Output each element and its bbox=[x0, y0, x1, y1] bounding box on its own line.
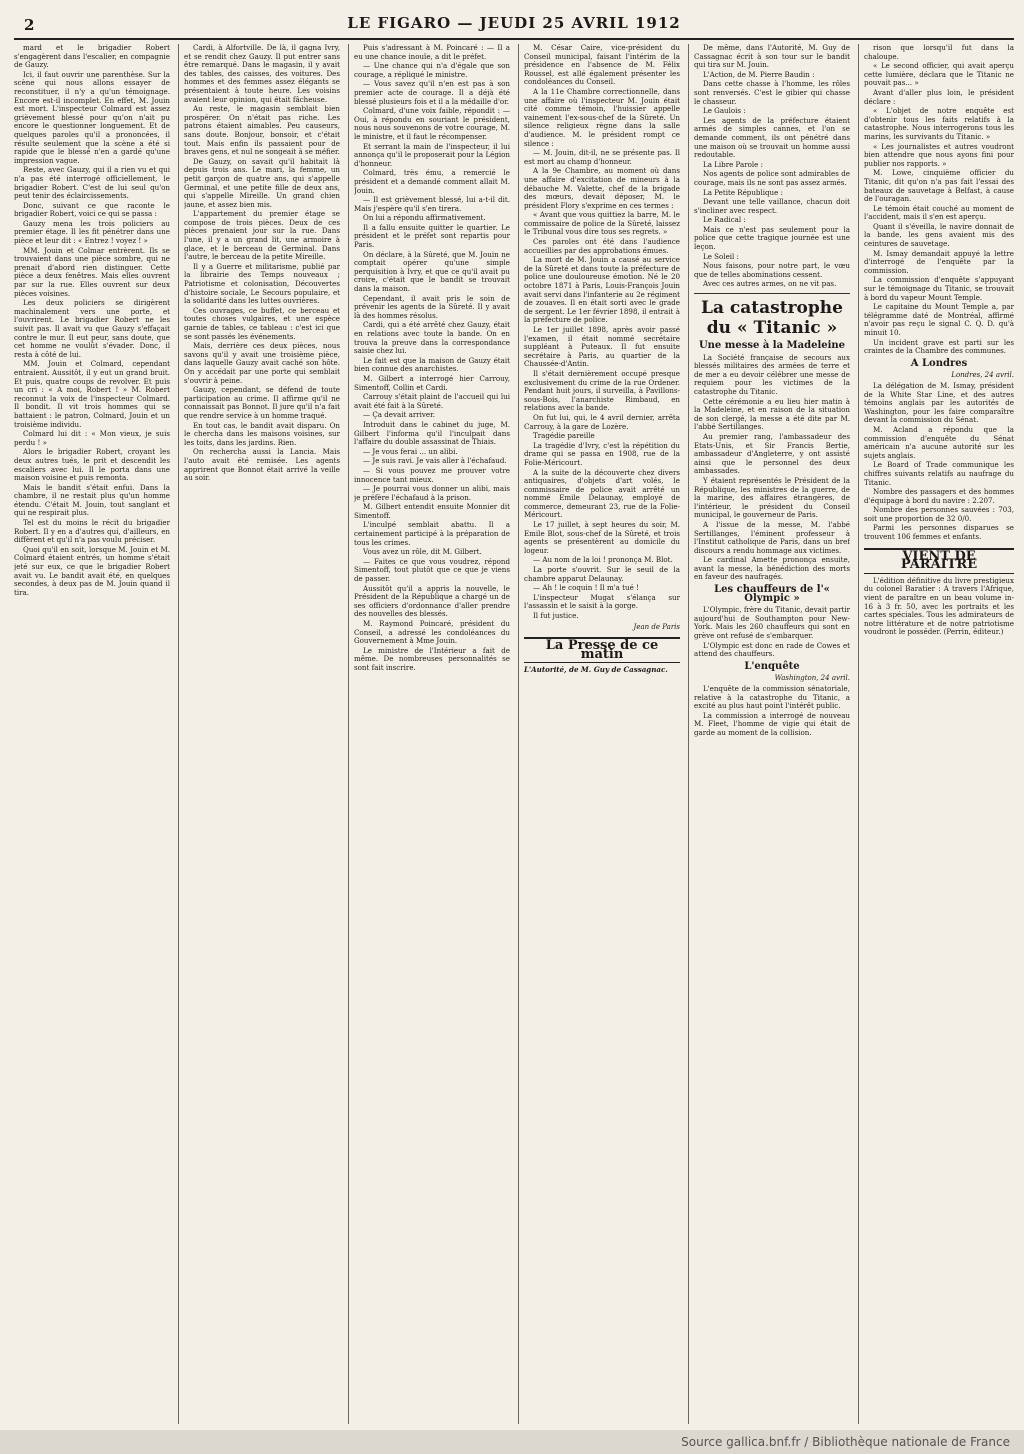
subhead-londres: A Londres bbox=[910, 357, 968, 369]
article-paragraph: « Le second officier, qui avait aperçu cette lumière, déclara que le Titanic ne pouvait pas... » bbox=[864, 61, 1014, 88]
article-paragraph: La Petite République : bbox=[703, 187, 783, 197]
article-paragraph: Le Board of Trade communique les chiffres suivants relatifs au naufrage du Titanic. bbox=[864, 460, 1014, 487]
column-2 bbox=[184, 44, 340, 1424]
article-paragraph: Nombre des passagers et des hommes d'équipage à bord du navire : 2.207. bbox=[864, 487, 1014, 505]
article-paragraph: Dans cette chasse à l'homme, les rôles sont renversés. C'est le gibier qui chasse le chasseur. bbox=[694, 79, 850, 106]
article-paragraph: Colmard, d'une voix faible, répondit : — Oui, à répondu en souriant le président, nous nous souvenons de votre courage, M. le ministre, et il faut le récompenser. bbox=[354, 106, 510, 141]
article-paragraph: Y étaient représentés le Président de la République, les ministres de la guerre, de la marine, des affaires étrangères, de l'intérieur, le président du Conseil municipal, le gouverneur de Paris. bbox=[694, 475, 850, 520]
subhead-enquete: L'enquête bbox=[744, 660, 800, 672]
article-paragraph: — M. Jouin, dit-il, ne se présente pas. Il est mort au champ d'honneur. bbox=[524, 148, 680, 166]
article-paragraph: M. Raymond Poincaré, président du Conseil, a adressé les condoléances du Gouvernement à Mme Jouin. bbox=[354, 619, 510, 646]
subhead-messe: Une messe à la Madeleine bbox=[698, 340, 846, 352]
article-paragraph: Au premier rang, l'ambassadeur des Etats-Unis, et Sir Francis Bertie, ambassadeur d'Angleterre, y ont assisté ainsi que le personnel des deux ambassades. bbox=[694, 431, 850, 476]
article-paragraph: Tel est du moins le récit du brigadier Robert. Il y en a d'autres qui, d'ailleurs, en diffèrent et qu'il n'a pas voulu préciser. bbox=[14, 518, 170, 545]
article-paragraph: Gauzy, cependant, se défend de toute participation au crime. Il affirme qu'il ne connaissait pas Bonnot. Il jure qu'il n'a fait que rendre service à un homme traqué. bbox=[184, 385, 340, 420]
article-paragraph: Vous avez un rôle, dit M. Gilbert. bbox=[363, 547, 482, 557]
vient-de-paraitre-text: L'édition définitive du livre prestigieux du colonel Baratier : A travers l'Afrique, vient de paraître en un beau volume in-16 à 3 fr. 50, avec les portraits et les cartes spéciales. Tous les admirateurs de notre littérature et de notre patriotisme voudront le posséder. (Perrin, éditeur.) bbox=[864, 575, 1014, 637]
article-paragraph: Il a fallu ensuite quitter le quartier. Le président et le préfet sont repartis pour Paris. bbox=[354, 222, 510, 250]
article-paragraph: La porte s'ouvrit. Sur le seuil de la chambre apparut Delaunay. bbox=[524, 565, 680, 583]
article-paragraph: Il y a Guerre et militarisme, publié par la librairie des Temps nouveaux ; Patriotisme et colonisation, Découvertes d'histoire sociale, Le Secours populaire, et la solidarité dans les luttes ouvrières. bbox=[184, 261, 340, 306]
article-paragraph: Le ministre de l'Intérieur a fait de même. De nombreuses personnalités se sont fait inscrire. bbox=[354, 645, 510, 672]
article-paragraph: Alors le brigadier Robert, croyant les deux autres tués, le prit et descendit les escaliers avec lui. Il le porta dans une maison voisine et puis remonta. bbox=[14, 447, 170, 483]
article-paragraph: On rechercha aussi la Lancia. Mais l'auto avait été remisée. Les agents apprirent que Bonnot était arrivé la veille au soir. bbox=[184, 447, 340, 483]
article-paragraph: Un incident grave est parti sur les craintes de la Chambre des communes. bbox=[864, 337, 1014, 356]
article-paragraph: L'enquête de la commission sénatoriale, relative à la catastrophe du Titanic, a excité au plus haut point l'intérêt public. bbox=[694, 684, 850, 711]
article-paragraph: « Les journalistes et autres voudront bien attendre que nous ayons fini pour publier nos rapports. » bbox=[864, 141, 1014, 168]
article-paragraph: Reste, avec Gauzy, qui il a rien vu et qui n'a pas été interrogé officiellement, le brigadier Robert. C'est de lui seul qu'on peut tenir des éclaircissements. bbox=[14, 165, 170, 201]
article-paragraph: — Faites ce que vous voudrez, répond Simentoff, tout plutôt que ce que je viens de passer. bbox=[354, 556, 510, 584]
byline: Jean de Paris bbox=[633, 622, 680, 631]
article-paragraph: Cette cérémonie a eu lieu hier matin à la Madeleine, et en raison de la situation de son clergé, la messe a été dite par M. l'abbé Sertillanges. bbox=[694, 396, 850, 432]
dateline-londres: Londres, 24 avril. bbox=[951, 371, 1014, 380]
column-1 bbox=[14, 44, 170, 1424]
article-paragraph: — Ça devait arriver. bbox=[363, 410, 435, 420]
article-paragraph: Le témoin était couché au moment de l'accident, mais il s'en est aperçu. bbox=[864, 203, 1014, 222]
article-paragraph: M. Gilbert a interrogé hier Carrouy, Simentoff, Collin et Cardi. bbox=[354, 373, 510, 392]
column-rule bbox=[518, 44, 519, 1424]
article-paragraph: Ces paroles ont été dans l'audience accueillies par des approbations émues. bbox=[524, 237, 680, 255]
article-paragraph: Carrouy s'était plaint de l'accueil qui lui avait été fait à la Sûreté. bbox=[354, 392, 510, 410]
article-paragraph: M. Lowe, cinquième officier du Titanic, dit qu'on n'a pas fait l'essai des bateaux de sauvetage à Belfast, à cause de l'ouragan. bbox=[864, 168, 1014, 204]
article-paragraph: Devant une telle vaillance, chacun doit s'incliner avec respect. bbox=[694, 197, 850, 215]
article-paragraph: M. Acland a répondu que la commission d'enquête du Sénat américain n'a aucune autorité sur les sujets anglais. bbox=[864, 424, 1014, 460]
article-paragraph: — Vous savez qu'il n'en est pas à son premier acte de courage. Il a déjà été blessé plusieurs fois et il a la médaille d'or. bbox=[354, 79, 510, 106]
article-paragraph: Parmi les personnes disparues se trouvent 106 femmes et enfants. bbox=[864, 523, 1014, 542]
article-paragraph: — Au nom de la loi ! prononça M. Blot. bbox=[533, 555, 673, 565]
article-paragraph: Et serrant la main de l'inspecteur, il lui annonça qu'il le proposerait pour la Légion d'honneur. bbox=[354, 141, 510, 168]
article-paragraph: A la suite de la découverte chez divers antiquaires, d'objets d'art volés, le commissaire de police avait arrêté un nommé Emile Delaunay, employé de commerce, demeurant 23, rue de la Folie-Méricourt. bbox=[524, 467, 680, 520]
article-paragraph: L'inspecteur Mugat s'élança sur l'assassin et le saisit à la gorge. bbox=[524, 592, 680, 611]
press-first-source: L'Autorité, de M. Guy de Cassagnac. bbox=[524, 665, 668, 675]
footer-bar bbox=[0, 1430, 1024, 1454]
article-paragraph: A l'issue de la messe, M. l'abbé Sertillanges, l'éminent professeur à l'Institut catholique de Paris, dans un bref discours a rendu hommage aux victimes. bbox=[694, 519, 850, 555]
article-paragraph: M. César Caire, vice-président du Conseil municipal, faisant l'intérim de la présidence en l'absence de M. Félix Roussel, est allé également présenter les condoléances du Conseil. bbox=[524, 44, 680, 87]
article-paragraph: Colmard lui dit : « Mon vieux, je suis perdu ! » bbox=[14, 429, 170, 447]
page-number: 2 bbox=[24, 16, 35, 34]
article-paragraph: L'Olympic, frère du Titanic, devait partir aujourd'hui de Southampton pour New-York. Mais les 260 chauffeurs qui sont en grève ont refusé de s'embarquer. bbox=[694, 605, 850, 641]
article-paragraph: Le Radical : bbox=[703, 215, 746, 225]
divider bbox=[694, 293, 850, 294]
article-paragraph: Il fut justice. bbox=[533, 611, 579, 620]
article-paragraph: M. Gilbert entendit ensuite Monnier dit Simentoff. bbox=[354, 502, 510, 520]
article-paragraph: — Ah ! le coquin ! Il m'a tué ! bbox=[533, 583, 639, 593]
article-paragraph: A la 11e Chambre correctionnelle, dans une affaire où l'inspecteur M. Jouin était cité comme témoin, l'huissier appelle vainement l'ex-sous-chef de la Sûreté. Un silence religieux règne dans la salle d'audience. M. le président rompt ce silence : bbox=[524, 86, 680, 148]
press-review-heading: La Presse de ce matin bbox=[524, 637, 680, 663]
article-paragraph: Nous faisons, pour notre part, le vœu que de telles abominations cessent. bbox=[694, 261, 850, 279]
article-paragraph: Donc, suivant ce que raconte le brigadier Robert, voici ce qui se passa : bbox=[14, 200, 170, 219]
article-paragraph: Le Gaulois : bbox=[703, 106, 746, 116]
article-paragraph: — Il est grièvement blessé, lui a-t-il dit. Mais j'espère qu'il s'en tirera. bbox=[354, 195, 510, 213]
article-paragraph: Colmard, très ému, a remercié le président et a demandé comment allait M. Jouin. bbox=[354, 168, 510, 195]
article-paragraph: Cardi, qui a été arrêté chez Gauzy, était en relations avec toute la bande. On en trouva la preuve dans la correspondance saisie chez lui. bbox=[354, 320, 510, 356]
article-paragraph: — Je pourrai vous donner un alibi, mais je préfère l'échafaud à la prison. bbox=[354, 484, 510, 502]
article-paragraph: — Je suis ravi. Je vais aller à l'échafaud. bbox=[363, 456, 507, 466]
column-3 bbox=[354, 44, 510, 1424]
article-paragraph: L'Action, de M. Pierre Baudin : bbox=[703, 69, 815, 79]
titanic-headline: La catastrophe du « Titanic » bbox=[701, 298, 843, 339]
article-paragraph: La délégation de M. Ismay, président de la White Star Line, et des autres témoins anglais par les autorités de Washington, pour les faire comparaître devant la commission du Sénat. bbox=[864, 380, 1014, 425]
article-paragraph: Nombre des personnes sauvées : 703, soit une proportion de 32 0/0. bbox=[864, 505, 1014, 523]
source-credit: Source gallica.bnf.fr / Bibliothèque nationale de France bbox=[681, 1435, 1010, 1449]
masthead bbox=[14, 8, 1014, 40]
newspaper-title: LE FIGARO — JEUDI 25 AVRIL 1912 bbox=[347, 14, 681, 32]
article-paragraph: « L'objet de notre enquête est d'obtenir tous les faits relatifs à la catastrophe. Nous interrogerons tous les marins, les survivants du Titanic. » bbox=[864, 106, 1014, 141]
article-paragraph: Le capitaine du Mount Temple a, par télégramme daté de Montréal, affirmé n'avoir pas reçu le signal C. Q. D. qu'à minuit 10. bbox=[864, 302, 1014, 337]
article-paragraph: Avant d'aller plus loin, le président déclare : bbox=[864, 87, 1014, 106]
column-6 bbox=[864, 44, 1014, 1424]
article-paragraph: — Je vous ferai ... un alibi. bbox=[363, 446, 458, 456]
article-columns bbox=[14, 44, 1014, 1424]
article-paragraph: La commission a interrogé de nouveau M. Fleet, l'homme de vigie qui était de garde au moment de la collision. bbox=[694, 710, 850, 737]
article-paragraph: Le cardinal Amette prononça ensuite, avant la messe, la bénédiction des morts en faveur des naufragés. bbox=[694, 555, 850, 582]
article-paragraph: L'Olympic est donc en rade de Cowes et attend des chauffeurs. bbox=[694, 640, 850, 659]
article-paragraph: A la 9e Chambre, au moment où dans une affaire d'excitation de mineurs à la débauche M. Valette, chef de la brigade des mœurs, devait déposer, M. le président Flory s'exprime en ces termes : bbox=[524, 166, 680, 210]
article-paragraph: Au reste, le magasin semblait bien prospérer. On n'était pas riche. Les patrons étaient aimables. Peu causeurs, sans doute. Bonjour, bonsoir, et c'était tout. Mais enfin ils passaient pour de braves gens, et nul ne songeait à se méfier. bbox=[184, 104, 340, 157]
article-paragraph: M. Ismay demandait appuyé la lettre d'interrogé de l'enquête par la commission. bbox=[864, 248, 1014, 275]
article-paragraph: Puis s'adressant à M. Poincaré : — Il a eu une chance inouïe, a dit le préfet. bbox=[354, 44, 510, 61]
article-paragraph: Le 17 juillet, à sept heures du soir, M. Emile Blot, sous-chef de la Sûreté, et trois agents se présentèrent au domicile du logeur. bbox=[524, 520, 680, 555]
article-paragraph: MM. Jouin et Colmard, cependant entraient. Aussitôt, il y eut un grand bruit. Et puis, quatre coups de revolver. Et puis un cri : « A moi, Robert ! » M. Robert reconnut la voix de l'inspecteur Colmard. Il bondit. Il vit trois hommes qui se battaient : le patron, Colmard, Jouin et un troisième individu. bbox=[14, 359, 170, 429]
article-paragraph: Mais, derrière ces deux pièces, nous savons qu'il y avait une troisième pièce, dans laquelle Gauzy avait caché son hôte. On y accédait par une porte qui semblait s'ouvrir à peine. bbox=[184, 341, 340, 385]
article-paragraph: De Gauzy, on savait qu'il habitait là depuis trois ans. Le mari, la femme, un petit garçon de quatre ans, qui s'appelle Germinal, et une petite fille de deux ans, qui s'appelle Mireille. Un grand chien jaune, et assez bien mis. bbox=[184, 156, 340, 209]
article-paragraph: Aussitôt qu'il a appris la nouvelle, le Président de la République a chargé un de ses officiers d'ordonnance d'aller prendre des nouvelles des blessés. bbox=[354, 583, 510, 619]
dateline: Washington, 24 avril. bbox=[774, 674, 850, 683]
column-rule bbox=[178, 44, 179, 1424]
vient-de-paraitre-heading: VIENT DE PARAITRE bbox=[864, 548, 1014, 574]
article-paragraph: — Une chance qui n'a d'égale que son courage, a répliqué le ministre. bbox=[354, 61, 510, 79]
subhead-olympic: Les chauffeurs de l'« Olympic » bbox=[714, 584, 830, 604]
article-paragraph: On fut lui, qui, le 4 avril dernier, arrêta Carrouy, à la gare de Lozère. bbox=[524, 412, 680, 431]
article-paragraph: Le Soleil : bbox=[703, 251, 739, 261]
article-paragraph: rison que lorsqu'il fut dans la chaloupe. bbox=[864, 44, 1014, 61]
article-paragraph: L'appartement du premier étage se compose de trois pièces. Deux de ces pièces prenaient jour sur la rue. Dans l'une, il y a un grand lit, une armoire à glace, et le berceau de Germinal. Dans l'autre, le berceau de la petite Mireille. bbox=[184, 209, 340, 262]
column-rule bbox=[348, 44, 349, 1424]
article-paragraph: Mais ce n'est pas seulement pour la police que cette tragique journée est une leçon. bbox=[694, 224, 850, 252]
article-paragraph: La tragédie d'Ivry, c'est la répétition du drame qui se passa en 1908, rue de la Folie-Méricourt. bbox=[524, 440, 680, 467]
article-paragraph: Ces ouvrages, ce buffet, ce berceau et toutes choses vulgaires, et une espèce garnie de tables, ce tableau : c'est ici que se sont passés les événements. bbox=[184, 305, 340, 341]
column-4 bbox=[524, 44, 680, 1424]
article-paragraph: Il s'était dernièrement occupé presque exclusivement du crime de la rue Ordener. Pendant huit jours, il surveilla, à Pavillons-sous-Bois, l'anarchiste Rimbaud, en relations avec la bande. bbox=[524, 368, 680, 413]
article-paragraph: Cardi, à Alfortville. De là, il gagna Ivry, et se rendit chez Gauzy. Il put entrer sans être remarqué. Dans le magasin, il y avait des tables, des caisses, des voitures. Des hommes et des femmes assez élégants se présentaient à toute heure. Les voisins avaient leur opinion, qui était fâcheuse. bbox=[184, 44, 340, 104]
article-paragraph: mard et le brigadier Robert s'engagèrent dans l'escalier, en compagnie de Gauzy. bbox=[14, 44, 170, 70]
article-paragraph: On déclare, à la Sûreté, que M. Jouin ne comptait opérer qu'une simple perquisition à Ivry, et que ce qu'il avait pu croire, c'était que le bandit se trouvait dans la maison. bbox=[354, 249, 510, 294]
article-paragraph: Le fait est que la maison de Gauzy était bien connue des anarchistes. bbox=[354, 355, 510, 374]
article-paragraph: Nos agents de police sont admirables de courage, mais ils ne sont pas assez armés. bbox=[694, 169, 850, 187]
article-paragraph: MM. Jouin et Colmar entrèrent. Ils se trouvaient dans une pièce sombre, qui ne prenait d'abord rien distinguer. Cette pièce a deux fenêtres. Mais elles ouvrent par sur la rue. Elles ouvrent sur deux pièces voisines. bbox=[14, 245, 170, 298]
article-paragraph: Quant il s'éveilla, le navire donnait de la bande, les gens avaient mis des ceintures de sauvetage. bbox=[864, 221, 1014, 249]
article-paragraph: On lui a répondu affirmativement. bbox=[363, 213, 486, 223]
column-rule bbox=[688, 44, 689, 1424]
article-paragraph: « Avant que vous quittiez la barre, M. le commissaire de police de la Sûreté, laissez le Tribunal vous dire tous ses regrets. » bbox=[524, 210, 680, 237]
article-paragraph: Mais le bandit s'était enfui. Dans la chambre, il ne restait plus qu'un homme étendu. C'était M. Jouin, tout sanglant et qui ne respirait plus. bbox=[14, 482, 170, 518]
article-paragraph: Ici, il faut ouvrir une parenthèse. Sur la scène qui nous allons essayer de reconstituer, il n'y a qu'un témoignage. Encore est-il incomplet. En effet, M. Jouin est mort. L'inspecteur Colmard est assez grièvement blessé pour qu'on n'ait pu encore le questionner longuement. Et de quelques paroles qu'il a prononcées, il résulte seulement que la scène a été si rapide que le blessé n'en a gardé qu'une impression vague. bbox=[14, 69, 170, 165]
article-paragraph: Les deux policiers se dirigèrent machinalement vers une porte, et l'ouvrirent. Le brigadier Robert ne les suivit pas. Il avait vu que Gauzy s'effaçait contre le mur. Il eut peur, sans doute, que cet homme ne voulût s'évader. Donc, il resta à côté de lui. bbox=[14, 298, 170, 359]
article-paragraph: Quoi qu'il en soit, lorsque M. Jouin et M. Colmard étaient entrés, un homme s'était jeté sur eux, ce que le brigadier Robert avait vu. Le bandit avait été, en quelques secondes, à deux pas de M. Jouin quand il tira. bbox=[14, 544, 170, 597]
article-paragraph: Le 1er juillet 1898, après avoir passé l'examen, il était nommé secrétaire suppléant à Puteaux. Il fut ensuite secrétaire à Paris, au quartier de la Chaussée-d'Antin. bbox=[524, 325, 680, 369]
article-paragraph: Les agents de la préfecture étaient armés de simples cannes, et l'on se demande comment, ils ont pénétré dans une maison où se trouvait un homme aussi redoutable. bbox=[694, 115, 850, 160]
article-paragraph: De même, dans l'Autorité, M. Guy de Cassagnac écrit à son tour sur le bandit qui tira sur M. Jouin. bbox=[694, 44, 850, 70]
article-paragraph: Gauzy mena les trois policiers au premier étage. Il les fit pénétrer dans une pièce et leur dit : « Entrez ! voyez ! » bbox=[14, 218, 170, 246]
article-paragraph: La mort de M. Jouin a causé au service de la Sûreté et dans toute la préfecture de police une douloureuse émotion. Né le 20 octobre 1871 à Paris, Louis-François Jouin avait servi dans l'infanterie au 2e régiment de zouaves. Il en était sorti avec le grade de sergent. Le 1er février 1898, il entrait à la préfecture de police. bbox=[524, 255, 680, 325]
column-rule bbox=[858, 44, 859, 1424]
newspaper-page bbox=[14, 8, 1014, 1424]
column-5 bbox=[694, 44, 850, 1424]
article-paragraph: Avec ces autres armes, on ne vit pas. bbox=[703, 279, 837, 289]
article-paragraph: — Si vous pouvez me prouver votre innocence tant mieux. bbox=[354, 465, 510, 484]
article-paragraph: La Société française de secours aux blessés militaires des armées de terre et de mer a eu devoir célébrer une messe de requiem pour les victimes de la catastrophe du Titanic. bbox=[694, 352, 850, 396]
article-paragraph: La Libre Parole : bbox=[703, 159, 764, 169]
article-paragraph: Cependant, il avait pris le soin de prévenir les agents de la Sûreté. Il y avait là des hommes résolus. bbox=[354, 293, 510, 320]
article-paragraph: L'inculpé semblait abattu. Il a certainement participé à la préparation de tous les crimes. bbox=[354, 520, 510, 547]
article-paragraph: Introduit dans le cabinet du juge, M. Gilbert l'informa qu'il l'inculpait dans l'affaire du double assassinat de Thiais. bbox=[354, 419, 510, 447]
article-paragraph: La commission d'enquête s'appuyant sur le témoignage du Titanic, se trouvait à bord du vapeur Mount Temple. bbox=[864, 275, 1014, 302]
article-paragraph: Tragédie pareille bbox=[533, 431, 595, 441]
article-paragraph: En tout cas, le bandit avait disparu. On le chercha dans les maisons voisines, sur les toits, dans les jardins. Rien. bbox=[184, 420, 340, 447]
